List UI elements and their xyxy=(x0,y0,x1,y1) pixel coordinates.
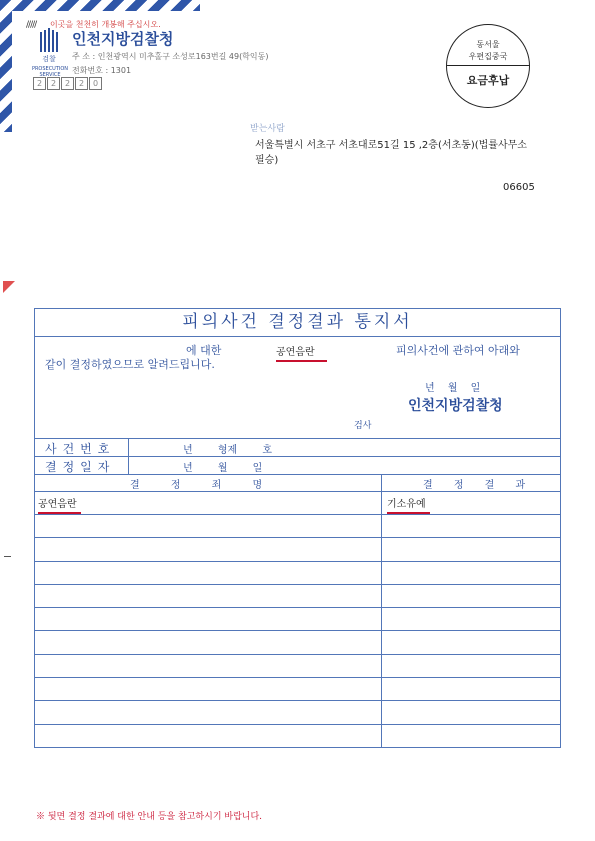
regarding-prefix: 에 대한 xyxy=(186,344,222,357)
zip-digit: 0 xyxy=(89,77,102,90)
form-rule xyxy=(34,336,561,337)
zip-digit: 2 xyxy=(47,77,60,90)
form-rule xyxy=(34,561,561,562)
recipient-address-line1: 서울특별시 서초구 서초대로51길 15 ,2층(서초동)(법률사무소 xyxy=(255,140,527,151)
issuer-name: 인천지방검찰청 xyxy=(408,398,503,414)
address-label: 주 소 : xyxy=(72,52,96,61)
airmail-stripe-top xyxy=(0,0,200,11)
form-rule xyxy=(34,491,561,492)
form-rule xyxy=(34,630,561,631)
decision-sentence: 같이 결정하였으므로 알려드립니다. xyxy=(45,358,215,371)
decision-date-value: 년 월 일 xyxy=(183,463,263,474)
zip-digit: 2 xyxy=(75,77,88,90)
sender-address: 인천광역시 미추홀구 소성로163번길 49(학익동) xyxy=(97,52,269,61)
sender-zip-boxes xyxy=(33,77,102,90)
phone-label: 전화번호 : xyxy=(72,66,109,75)
issue-date: 년 월 일 xyxy=(425,383,481,394)
col-header-result: 결 정 결 과 xyxy=(423,480,526,491)
form-rule xyxy=(34,677,561,678)
form-rule xyxy=(34,537,561,538)
recipient-zip: 06605 xyxy=(503,182,535,193)
sender-phone-row xyxy=(72,65,131,76)
sender-name: 인천지방검찰청 xyxy=(72,30,174,48)
recipient-label: 받는사람 xyxy=(250,124,285,134)
notice-form-frame xyxy=(34,308,561,748)
zip-digit: 2 xyxy=(61,77,74,90)
airmail-stripe-left xyxy=(0,0,12,132)
sender-phone: 1301 xyxy=(110,66,132,75)
svg-text:검찰: 검찰 xyxy=(42,55,56,63)
postmark-center: 우편집중국 xyxy=(468,52,508,61)
fold-line-mark xyxy=(4,556,11,557)
decision-date-label: 결정일자 xyxy=(45,460,116,474)
form-rule xyxy=(34,724,561,725)
form-rule xyxy=(34,700,561,701)
case-number-label: 사건번호 xyxy=(45,442,116,456)
col-header-charge: 결 정 죄 명 xyxy=(130,480,263,491)
regarding-suffix: 피의사건에 관하여 아래와 xyxy=(396,344,520,357)
postmark-fee-status: 요금후납 xyxy=(466,74,510,87)
table-cell-charge: 공연음란 xyxy=(38,495,81,514)
recipient-address xyxy=(255,138,555,168)
logo-caption: PROSECUTION SERVICE xyxy=(31,66,69,78)
recipient-address-line2: 필승) xyxy=(255,155,279,166)
postmark-divider xyxy=(447,65,529,66)
case-number-value: 년 형제 호 xyxy=(183,445,272,456)
form-rule xyxy=(34,607,561,608)
form-rule-vertical xyxy=(381,474,382,748)
crime-name: 공연음란 xyxy=(276,343,327,362)
postage-stamp xyxy=(446,24,530,108)
prosecutor-label: 검사 xyxy=(354,421,372,431)
zip-digit: 2 xyxy=(33,77,46,90)
postmark-office: 동서울 xyxy=(476,40,500,49)
cut-marks: ///// xyxy=(26,20,37,30)
footer-note: ※ 뒷면 결정 결과에 대한 안내 등을 참고하시기 바랍니다. xyxy=(36,812,263,822)
prosecution-logo-icon xyxy=(37,28,61,64)
form-rule xyxy=(34,584,561,585)
open-notice: 이곳을 천천히 개봉해 주십시오. xyxy=(50,20,161,29)
form-rule-vertical xyxy=(128,438,129,474)
form-title: 피의사건 결정결과 통지서 xyxy=(182,312,413,332)
table-cell-result: 기소유예 xyxy=(387,495,430,514)
fold-corner-mark xyxy=(3,281,15,293)
form-rule xyxy=(34,438,561,439)
sender-address-row xyxy=(72,51,269,62)
form-rule xyxy=(34,654,561,655)
form-rule xyxy=(34,514,561,515)
